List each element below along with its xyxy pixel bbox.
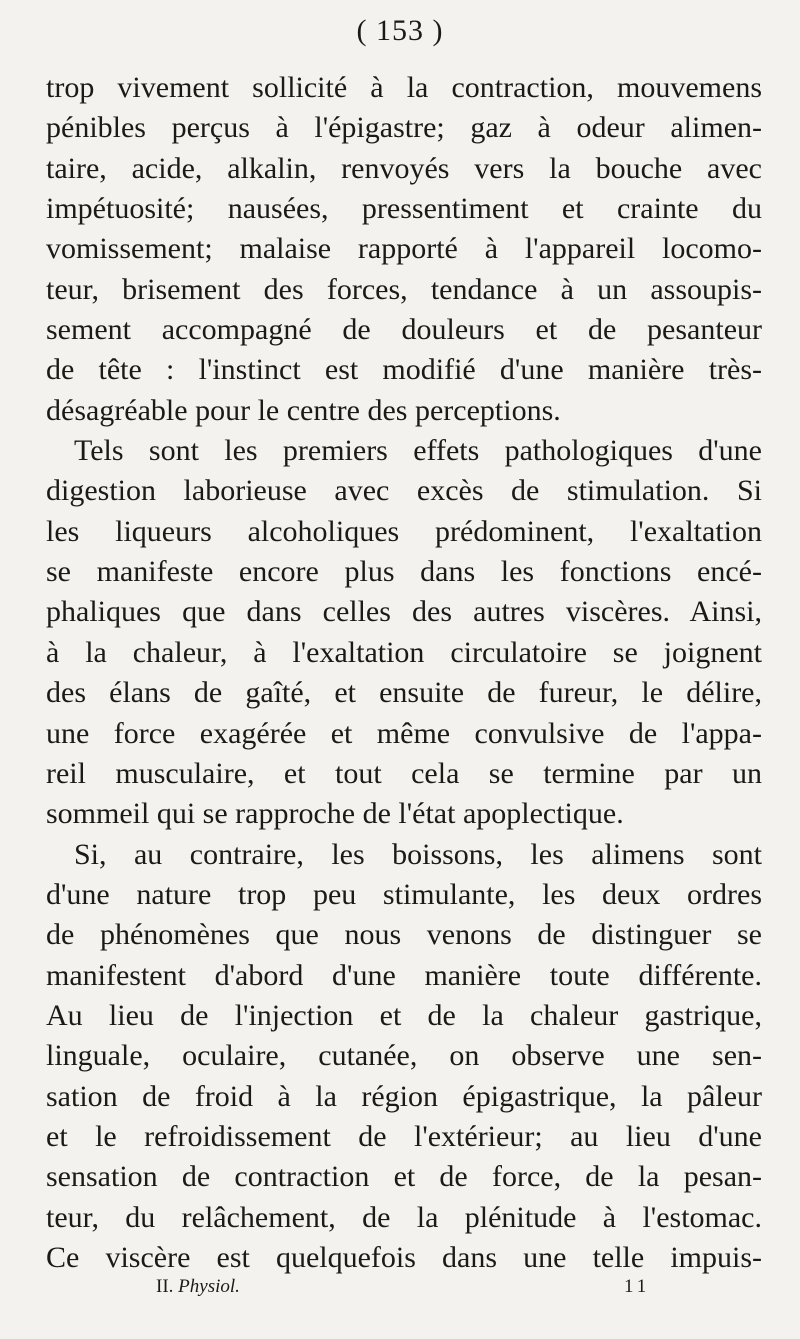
- text-line: de phénomènes que nous venons de distinguer se: [46, 918, 762, 952]
- text-line: teur, brisement des forces, tendance à un assoupis-: [46, 272, 762, 306]
- text-line: manifestent d'abord d'une manière toute différente.: [46, 958, 762, 992]
- paragraph-end-line: désagréable pour le centre des perceptions.: [46, 393, 561, 427]
- text-line: d'une nature trop peu stimulante, les deux ordres: [46, 877, 762, 911]
- text-line: pénibles perçus à l'épigastre; gaz à odeur alimen-: [46, 111, 762, 145]
- text-line: les liqueurs alcoholiques prédominent, l'exaltation: [46, 514, 762, 548]
- text-line: vomissement; malaise rapporté à l'appareil locomo-: [46, 232, 762, 266]
- text-line: se manifeste encore plus dans les fonctions encé-: [46, 555, 762, 589]
- signature-title: Physiol.: [178, 1276, 240, 1297]
- body-text: [46, 68, 762, 1278]
- text-line: trop vivement sollicité à la contraction, mouvemens: [46, 71, 762, 104]
- text-line: phaliques que dans celles des autres viscères. Ainsi,: [46, 595, 762, 629]
- text-line: impétuosité; nausées, pressentiment et crainte du: [46, 192, 762, 226]
- text-line: une force exagérée et même convulsive de l'appa-: [46, 716, 762, 750]
- text-line: Ce viscère est quelquefois dans une telle impuis-: [46, 1240, 762, 1274]
- paragraph-end-line: sommeil qui se rapproche de l'état apoplectique.: [46, 797, 624, 831]
- page-footer: [0, 1276, 800, 1306]
- text-line: des élans de gaîté, et ensuite de fureur, le délire,: [46, 676, 762, 710]
- text-line: taire, acide, alkalin, renvoyés vers la bouche avec: [46, 151, 762, 185]
- paragraph-start-line: Tels sont les premiers effets pathologiques d'une: [74, 434, 762, 468]
- folio-number: 11: [624, 1276, 651, 1297]
- text-line: sensation de contraction et de force, de la pesan-: [46, 1160, 762, 1194]
- text-line: reil musculaire, et tout cela se termine par un: [46, 756, 762, 790]
- page-number: ( 153 ): [356, 14, 444, 47]
- signature-mark: [156, 1276, 240, 1298]
- text-line: à la chaleur, à l'exaltation circulatoire se joignent: [46, 635, 762, 669]
- text-line: de tête : l'instinct est modifié d'une manière très-: [46, 353, 762, 387]
- text-line: et le refroidissement de l'extérieur; au lieu d'une: [46, 1119, 762, 1153]
- text-line: sation de froid à la région épigastrique, la pâleur: [46, 1079, 762, 1113]
- signature-prefix: II.: [156, 1276, 179, 1297]
- paragraph-start-line: Si, au contraire, les boissons, les alimens sont: [74, 837, 762, 871]
- text-line: digestion laborieuse avec excès de stimulation. Si: [46, 474, 762, 508]
- text-line: sement accompagné de douleurs et de pesanteur: [46, 313, 762, 347]
- text-line: teur, du relâchement, de la plénitude à l'estomac.: [46, 1200, 762, 1234]
- text-line: linguale, oculaire, cutanée, on observe une sen-: [46, 1039, 762, 1073]
- text-line: Au lieu de l'injection et de la chaleur gastrique,: [46, 998, 762, 1032]
